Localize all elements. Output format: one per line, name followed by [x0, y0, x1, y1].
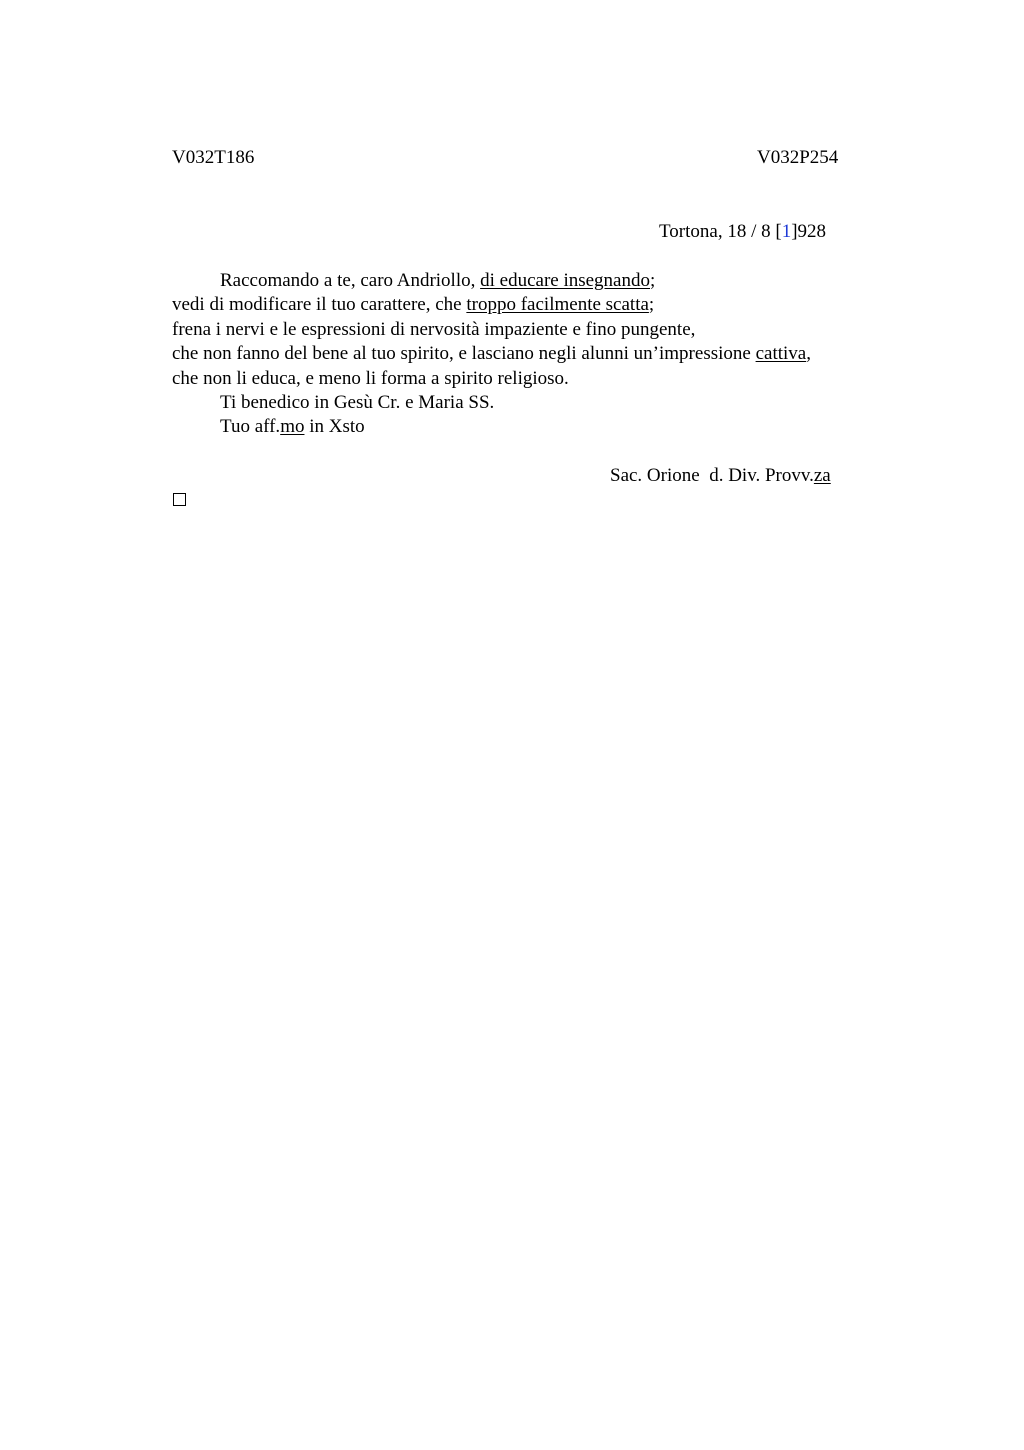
signature [610, 464, 831, 488]
letter-line-4-underlined: cattiva [755, 343, 807, 364]
dateline-suffix: ]928 [791, 221, 827, 242]
letter-line-7 [220, 415, 365, 439]
letter-line-7-underlined: mo [280, 416, 305, 437]
letter-line-1 [220, 269, 655, 293]
letter-line-5: che non li educa, e meno li forma a spirito religioso. [172, 368, 569, 389]
letter-line-3: frena i nervi e le espressioni di nervosità impaziente e fino pungente, [172, 319, 696, 340]
letter-line-7-text: Tuo aff. [220, 416, 281, 437]
letter-line-2 [172, 293, 654, 317]
checkbox-icon[interactable] [173, 493, 186, 506]
signature-text: Sac. Orione d. Div. Provv. [610, 465, 814, 486]
letter-line-4 [172, 342, 811, 366]
document-code-right: V032P254 [757, 147, 839, 168]
letter-line-1-after: ; [650, 270, 656, 291]
letter-line-7-after: in Xsto [304, 416, 365, 437]
document-code-left: V032T186 [172, 147, 255, 168]
dateline-bracket-digit: 1 [781, 221, 792, 242]
letter-line-4-text: che non fanno del bene al tuo spirito, e lasciano negli alunni un’impressione [172, 343, 756, 364]
letter-line-2-after: ; [648, 294, 655, 315]
letter-line-1-underlined: di educare insegnando [480, 270, 650, 291]
dateline [659, 220, 826, 244]
letter-line-1-text: Raccomando a te, caro Andriollo, [220, 270, 481, 291]
letter-line-2-text: vedi di modificare il tuo carattere, che [172, 294, 467, 315]
dateline-prefix: Tortona, 18 / 8 [ [659, 221, 782, 242]
letter-line-4-after: , [806, 343, 811, 364]
letter-line-6: Ti benedico in Gesù Cr. e Maria SS. [220, 392, 495, 413]
signature-underlined: za [813, 465, 831, 486]
letter-line-2-underlined: troppo facilmente scatta [466, 294, 649, 315]
